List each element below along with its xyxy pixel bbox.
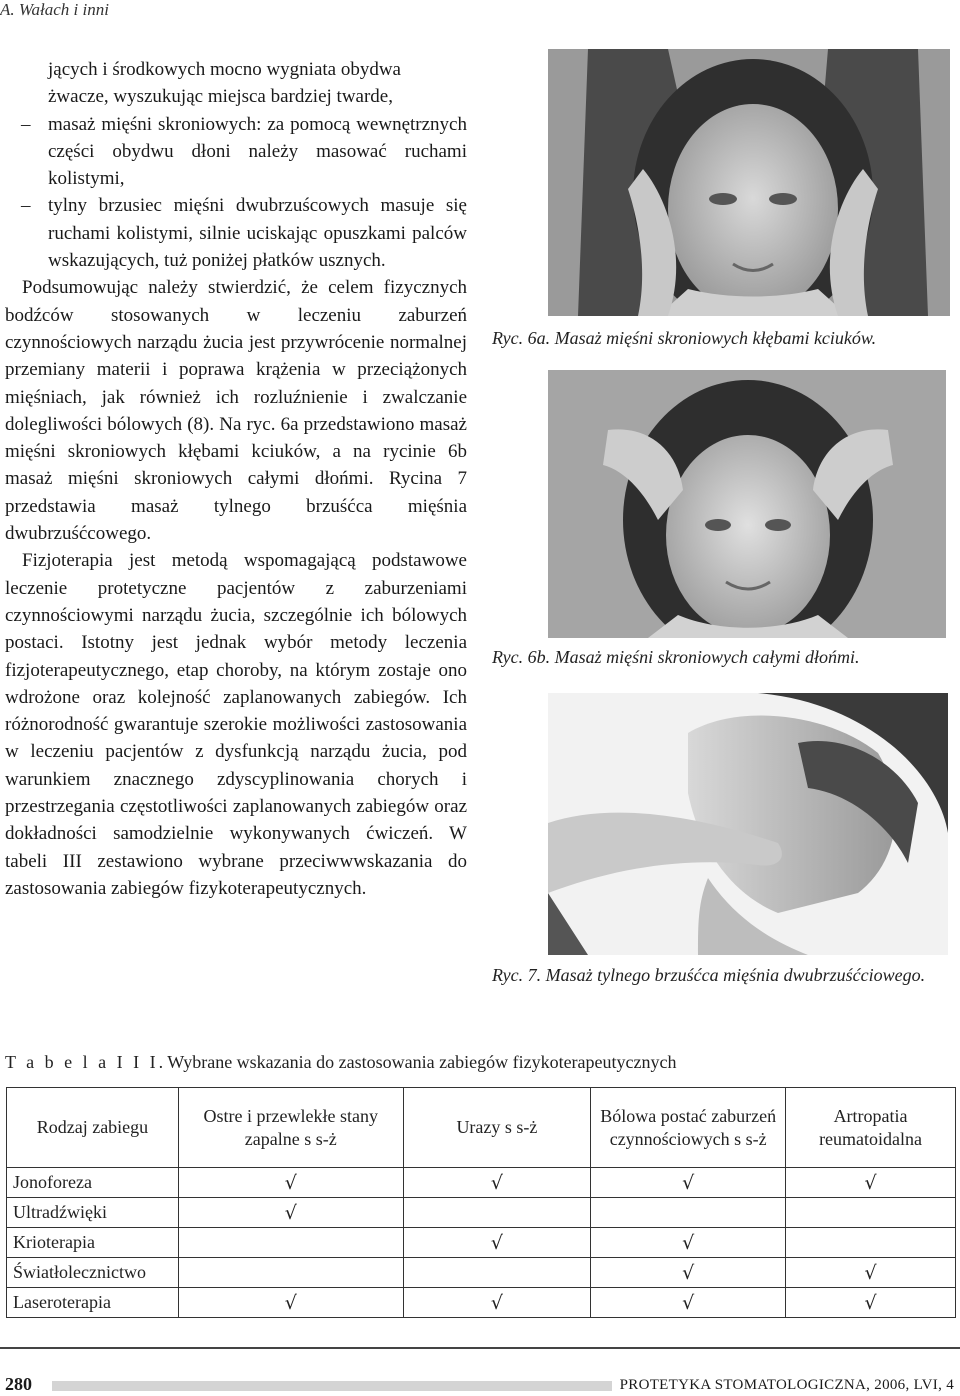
figure-6a-photo [548, 49, 950, 316]
paragraph-summary: Podsumowując należy stwierdzić, że celem fizycznych bodźców stosowanych w leczeniu zaburzeń czynnościowych narządu żucia jest przywrócenie normalnej przemiany materii i poprawa krążenia w przeciążonych mięśniach, jak również ich rozluźnienie i zwalczanie dolegliwości bólowych (8). Na ryc. 6a przedstawiono masaż mięśni skroniowych kłębami kciuków, a na rycinie 6b masaż mięśni skroniowych całymi dłońmi. Rycina 7 przedstawia masaż tylnego brzuśćca mięśnia dwubrzuśćcowego. [5, 277, 467, 545]
table-label: T a b e l a I I I [5, 1052, 159, 1072]
column-header: Ostre i przewlekłe stany zapalne s s-ż [178, 1088, 403, 1168]
empty-cell [786, 1198, 956, 1228]
check-mark-cell: √ [178, 1168, 403, 1198]
bullet-text: tylny brzusiec mięśni dwubrzuścowych masuje się ruchami kolistymi, silnie uciskając opuszkami palców wskazujących, tuż poniżej płatków usznych. [48, 195, 467, 272]
check-mark-cell: √ [403, 1288, 591, 1318]
footer-band [52, 1381, 612, 1391]
figure-6a-caption: Ryc. 6a. Masaż mięśni skroniowych kłębami kciuków. [492, 328, 877, 348]
empty-cell [591, 1198, 786, 1228]
paragraph-physiotherapy: Fizjoterapia jest metodą wspomagającą podstawowe leczenie protetyczne pacjentów z zaburzeniami czynnościowymi narządu żucia, szczególnie ich bólowych postaci. Istotny jest jednak wybór metody leczenia fizjoterapeutycznego, etap choroby, na którym zostaje ono wdrożone oraz kolejność zaplanowanych zabiegów. Ich różnorodność gwarantuje szerokie możliwości zastosowania w leczeniu pacjentów z dysfunkcją narządu żucia, pod warunkiem znacznego zdyscyplinowania chorych i przestrzegania częstotliwości zaplanowanych zabiegów oraz dokładności samodzielnie wykonywanych ćwiczeń. W tabeli III zestawiono wybrane przeciwwwskazania do zastosowania zabiegów fizykoterapeutycznych. [5, 550, 467, 899]
bullet-text: masaż mięśni skroniowych: za pomocą wewnętrznych części obydwu dłoni należy masować ruchami kolistymi, [48, 113, 467, 190]
check-mark-cell: √ [178, 1198, 403, 1228]
table-header-row [7, 1088, 956, 1168]
figure-7-photo [548, 693, 948, 955]
table-title [5, 1052, 677, 1073]
figure-7-caption: Ryc. 7. Masaż tylnego brzuśćca mięśnia dwubrzuśćciowego. [492, 965, 926, 985]
body-text-column [5, 56, 467, 902]
intro-line-2: żwacze, wyszukując miejsca bardziej twarde, [48, 86, 393, 108]
table-row [7, 1198, 956, 1228]
check-mark-cell: √ [786, 1288, 956, 1318]
figure-7-image [548, 693, 948, 955]
check-mark-cell: √ [591, 1258, 786, 1288]
table-row [7, 1288, 956, 1318]
journal-citation: PROTETYKA STOMATOLOGICZNA, 2006, LVI, 4 [619, 1377, 954, 1393]
empty-cell [178, 1228, 403, 1258]
column-header: Artropatia reumatoidalna [786, 1088, 956, 1168]
empty-cell [786, 1228, 956, 1258]
treatment-name-cell: Krioterapia [7, 1228, 179, 1258]
page-number: 280 [5, 1374, 32, 1394]
intro-line-1: jących i środkowych mocno wygniata obydwa [48, 59, 401, 80]
table-body [7, 1168, 956, 1318]
table-row [7, 1168, 956, 1198]
check-mark-cell: √ [591, 1228, 786, 1258]
figure-6b-photo [548, 370, 946, 638]
figure-6b-caption: Ryc. 6b. Masaż mięśni skroniowych całymi dłońmi. [492, 647, 860, 667]
bullet-item [5, 192, 467, 274]
indications-table [6, 1087, 956, 1318]
check-mark-cell: √ [591, 1168, 786, 1198]
bullet-dash: – [21, 195, 31, 217]
figure-6a-image [548, 49, 950, 316]
check-mark-cell: √ [403, 1168, 591, 1198]
footer-rule [0, 1347, 960, 1349]
table-row [7, 1228, 956, 1258]
treatment-name-cell: Światłolecznictwo [7, 1258, 179, 1288]
check-mark-cell: √ [786, 1168, 956, 1198]
table-row [7, 1258, 956, 1288]
running-header: A. Wałach i inni [0, 0, 109, 19]
treatment-name-cell: Laseroterapia [7, 1288, 179, 1318]
check-mark-cell: √ [178, 1288, 403, 1318]
table-title-text: . Wybrane wskazania do zastosowania zabiegów fizykoterapeutycznych [158, 1052, 677, 1072]
empty-cell [403, 1198, 591, 1228]
treatment-name-cell: Jonoforeza [7, 1168, 179, 1198]
column-header: Rodzaj zabiegu [7, 1088, 179, 1168]
check-mark-cell: √ [591, 1288, 786, 1318]
column-header: Bólowa postać zaburzeń czynnościowych s s-ż [591, 1088, 786, 1168]
column-header: Urazy s s-ż [403, 1088, 591, 1168]
check-mark-cell: √ [786, 1258, 956, 1288]
figure-6b-image [548, 370, 946, 638]
empty-cell [403, 1258, 591, 1288]
check-mark-cell: √ [403, 1228, 591, 1258]
bullet-dash: – [21, 113, 31, 135]
empty-cell [178, 1258, 403, 1288]
bullet-item [5, 111, 467, 193]
treatment-name-cell: Ultradźwięki [7, 1198, 179, 1228]
